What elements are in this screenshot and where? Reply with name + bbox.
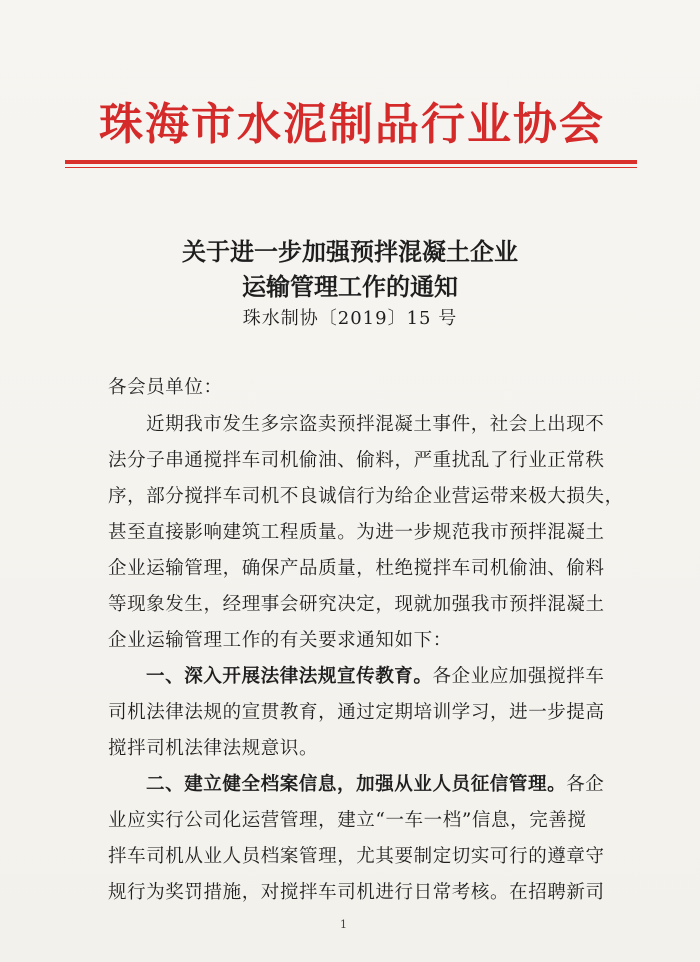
paragraph1-line: 企业运输管理工作的有关要求通知如下：: [108, 630, 452, 651]
bleed-through-texture: [250, 176, 522, 199]
letterhead-red-rule: [65, 160, 637, 164]
notice-title-line1: 关于进一步加强预拌混凝土企业: [182, 237, 518, 266]
notice-title-line2: 运输管理工作的通知: [242, 272, 458, 301]
paragraph1-line: 法分子串通搅拌车司机偷油、偷料，严重扰乱了行业正常秩: [108, 450, 605, 471]
paragraph1-line: 等现象发生，经理事会研究决定，现就加强我市预拌混凝土: [108, 594, 605, 615]
letterhead-red-rule-thin: [65, 167, 637, 168]
section2-line: 业应实行公司化运营管理，建立“一车一档”信息，完善搅: [108, 810, 587, 831]
section1-line: 司机法律法规的宣贯教育，通过定期培训学习，进一步提高: [108, 702, 605, 723]
paragraph1-line: 企业运输管理，确保产品质量，杜绝搅拌车司机偷油、偷料: [108, 558, 605, 579]
salutation: 各会员单位：: [108, 377, 223, 398]
page-number: 1: [340, 918, 347, 931]
section2-first-line: [146, 770, 604, 796]
section2-line: 规行为奖罚措施，对搅拌车司机进行日常考核。在招聘新司: [108, 882, 605, 903]
document-number: 珠水制协〔2019〕15 号: [242, 308, 458, 329]
organization-letterhead: 珠海市水泥制品行业协会: [99, 99, 605, 150]
section2-text: 各企: [566, 774, 605, 795]
section1-heading: 一、深入开展法律法规宣传教育。: [146, 666, 433, 687]
section2-heading: 二、建立健全档案信息，加强从业人员征信管理。: [146, 774, 567, 795]
section2-line: 拌车司机从业人员档案管理，尤其要制定切实可行的遵章守: [108, 846, 605, 867]
paragraph1-line: 近期我市发生多宗盗卖预拌混凝土事件，社会上出现不: [146, 414, 605, 435]
paragraph1-line: 甚至直接影响建筑工程质量。为进一步规范我市预拌混凝土: [108, 522, 605, 543]
section1-text: 各企业应加强搅拌车: [432, 666, 605, 687]
paragraph1-line: 序，部分搅拌车司机不良诚信行为给企业营运带来极大损失，: [108, 486, 624, 507]
section1-line: 搅拌司机法律法规意识。: [108, 738, 319, 759]
section1-first-line: [146, 662, 604, 688]
